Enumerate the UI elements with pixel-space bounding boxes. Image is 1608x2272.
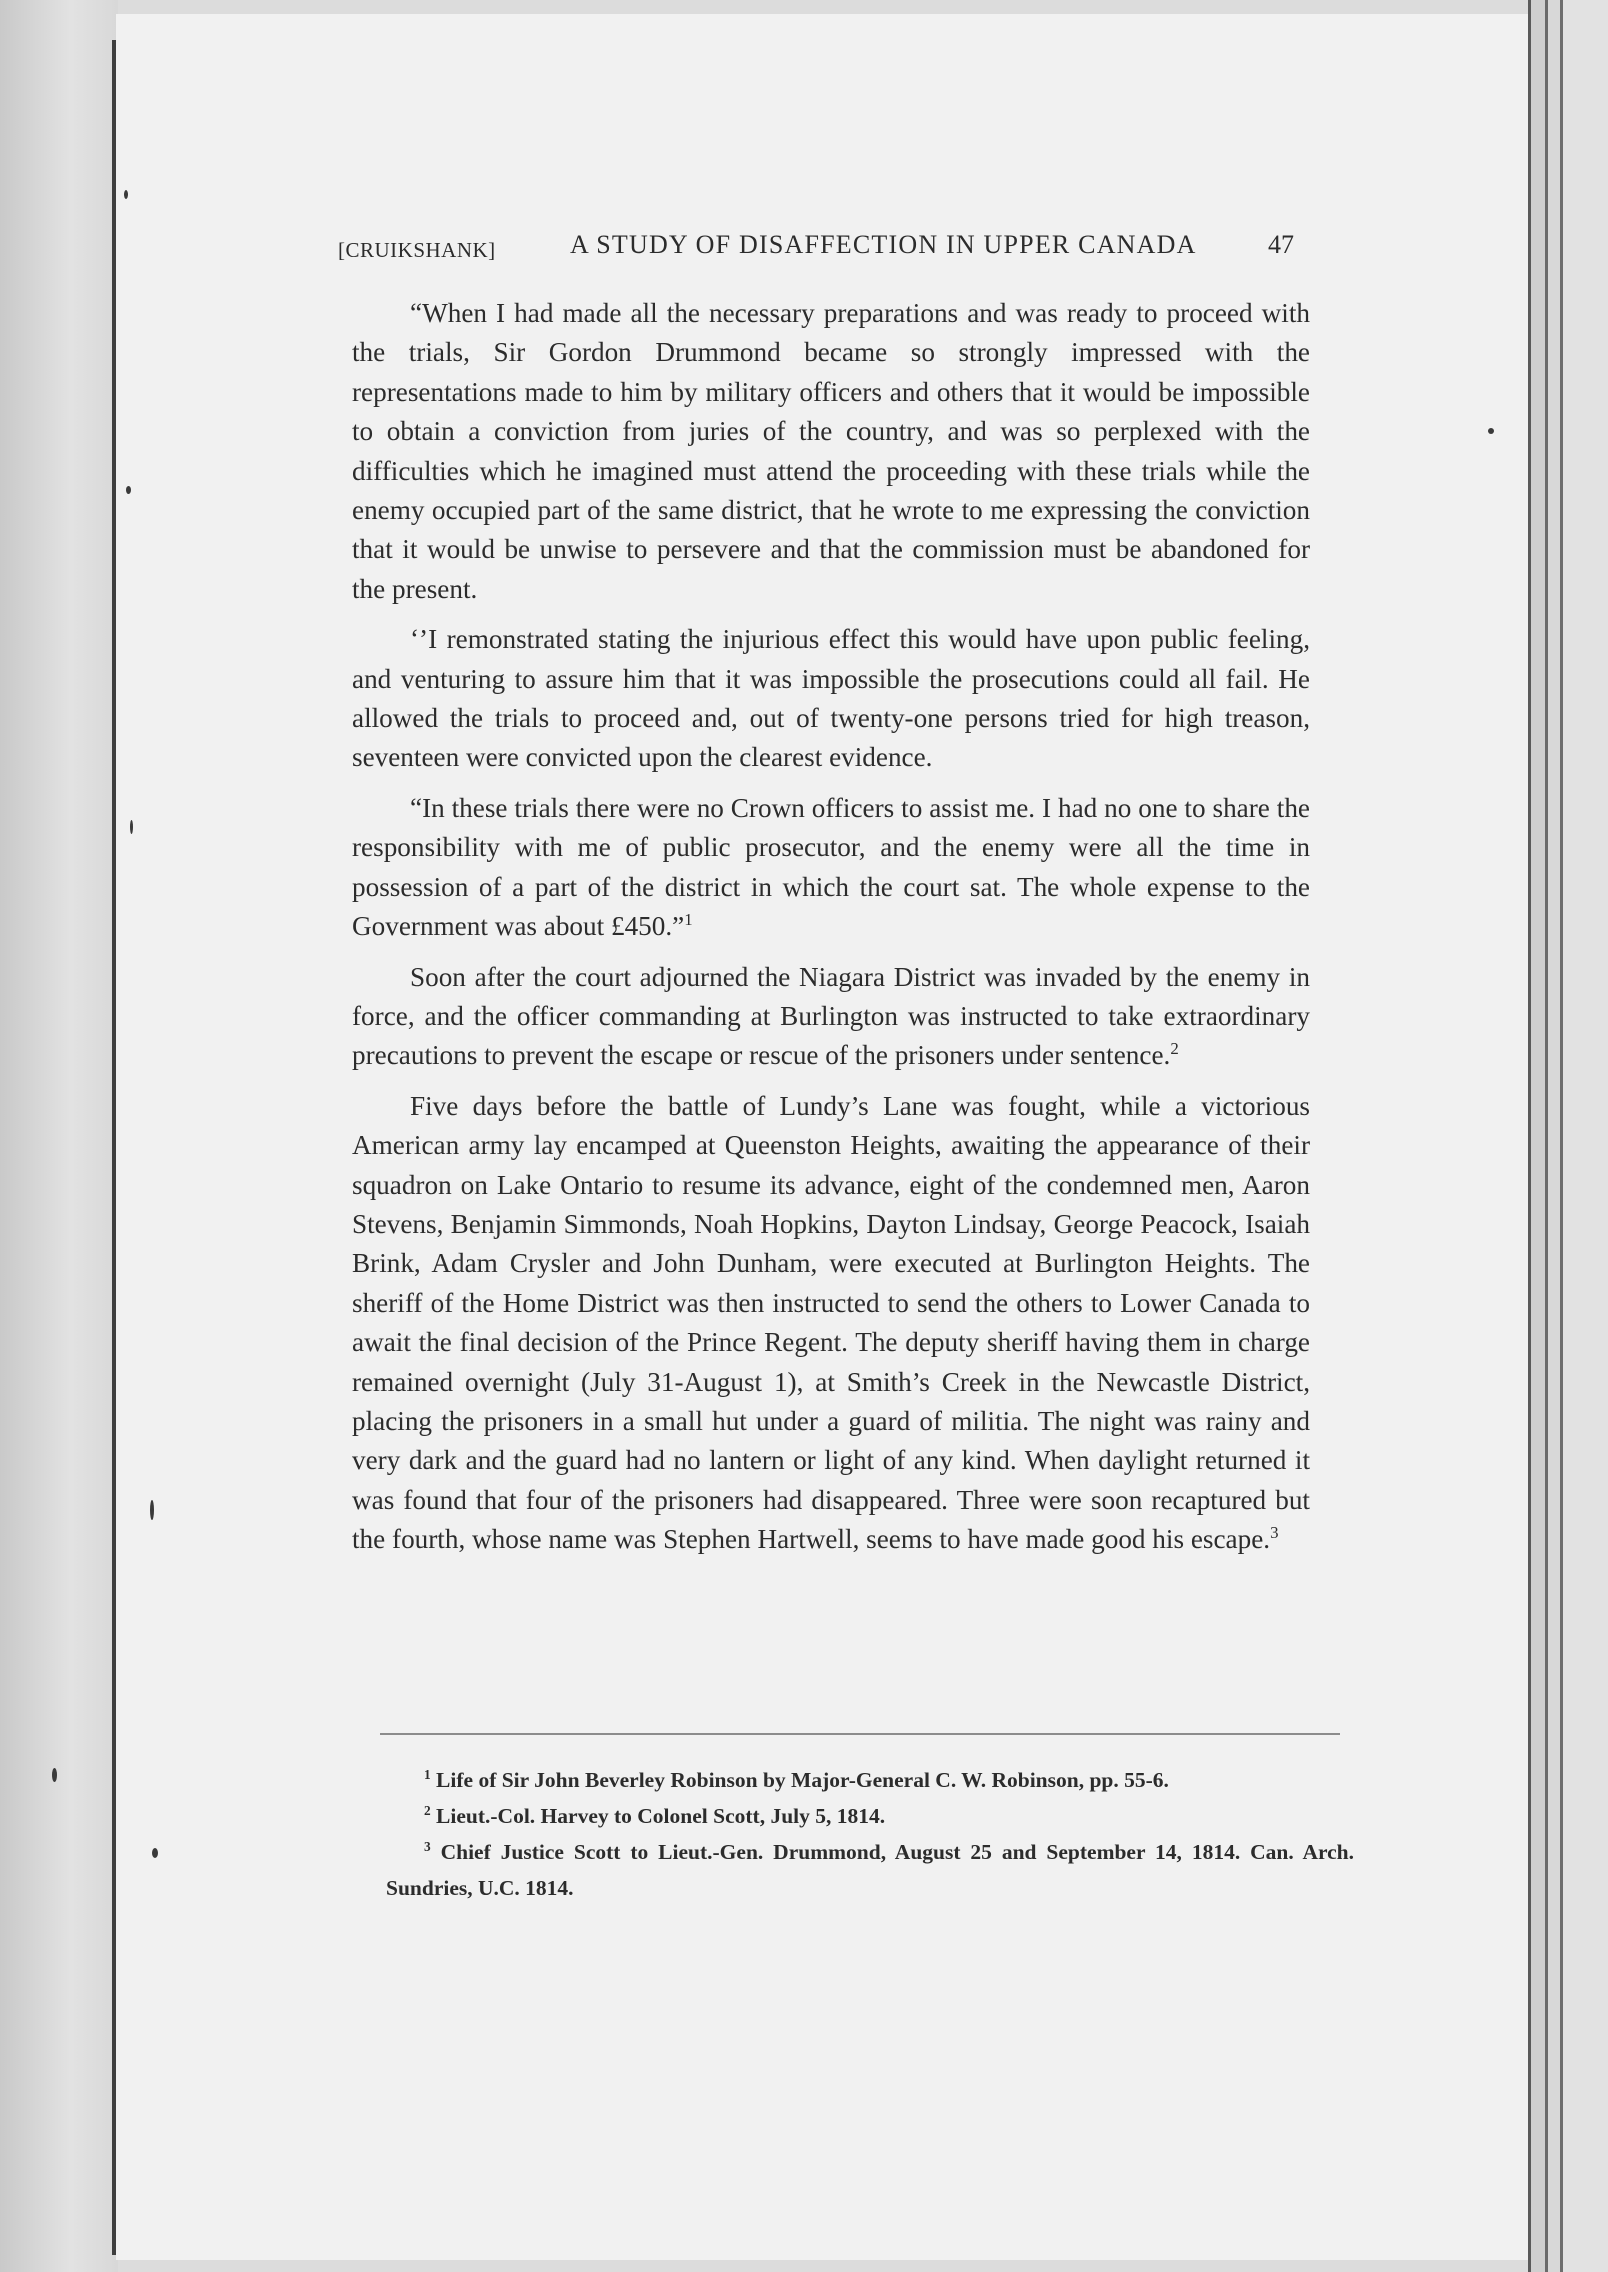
page-edge-stack — [1531, 0, 1545, 2272]
running-title: A STUDY OF DISAFFECTION IN UPPER CANADA — [570, 230, 1197, 259]
footnotes — [386, 1762, 1354, 1906]
paragraph-text: “In these trials there were no Crown officers to assist me. I had no one to share the responsibility with me of public prosecutor, and the enemy were all the time in possession of a part of the district in which the court sat. The whole expense to the Government was about £450.” — [352, 792, 1310, 942]
footnote-text: Lieut.-Col. Harvey to Colonel Scott, July 5, 1814. — [436, 1804, 886, 1828]
footnote-text: Chief Justice Scott to Lieut.-Gen. Drummond, August 25 and September 14, 1814. Can. Arch. Sundries, U.C. 1814. — [386, 1840, 1355, 1900]
footnote-ref: 1 — [684, 910, 693, 930]
running-head — [338, 226, 1298, 266]
footnote-marker: 1 — [424, 1766, 431, 1782]
ink-speck — [124, 190, 128, 199]
ink-speck — [152, 1848, 158, 1858]
footnote-marker: 2 — [424, 1802, 431, 1818]
paragraph — [352, 958, 1310, 1076]
ink-speck — [126, 486, 131, 494]
book-gutter — [0, 0, 118, 2272]
body-text — [352, 294, 1310, 1571]
footnote-marker: 3 — [424, 1838, 431, 1854]
footnote-ref: 3 — [1270, 1523, 1279, 1543]
footnote-ref: 2 — [1170, 1039, 1179, 1059]
paragraph-text: Soon after the court adjourned the Niagara District was invaded by the enemy in force, and the officer commanding at Burlington was instructed to take extraordinary precautions to prevent the escape or rescue of the prisoners under sentence. — [352, 961, 1310, 1071]
ink-speck — [130, 820, 133, 834]
footnote-divider — [380, 1733, 1340, 1735]
page-number: 47 — [1268, 230, 1294, 259]
footnote — [386, 1834, 1354, 1906]
ink-speck — [52, 1768, 57, 1782]
paragraph — [352, 294, 1310, 609]
ink-speck — [150, 1500, 154, 1520]
paragraph-text: Five days before the battle of Lundy’s Lane was fought, while a victorious American army lay encamped at Queenston Heights, awaiting the appearance of their squadron on Lake Ontario to resume its advance, eight of the condemned men, Aaron Stevens, Benjamin Simmonds, Noah Hopkins, Dayton Lindsay, George Peacock, Isaiah Brink, Adam Crysler and John Dunham, were executed at Burlington Heights. The sheriff of the Home District was then instructed to send the others to Lower Canada to await the final decision of the Prince Regent. The deputy sheriff having them in charge remained overnight (July 31-August 1), at Smith’s Creek in the Newcastle District, placing the prisoners in a small hut under a guard of militia. The night was rainy and very dark and the guard had no lantern or light of any kind. When daylight returned it was found that four of the prisoners had disappeared. Three were soon recaptured but the fourth, whose name was Stephen Hartwell, seems to have made good his escape. — [352, 1090, 1310, 1555]
footnote-text: Life of Sir John Beverley Robinson by Major-General C. W. Robinson, pp. 55-6. — [436, 1768, 1169, 1792]
footnote — [386, 1798, 1354, 1834]
paragraph — [352, 1087, 1310, 1560]
paragraph-text: ‘’I remonstrated stating the injurious effect this would have upon public feeling, and venturing to assure him that it was impossible the prosecutions could all fail. He allowed the trials to proceed and, out of twenty-one persons tried for high treason, seventeen were convicted upon the clearest evidence. — [352, 624, 1310, 773]
paragraph-text: “When I had made all the necessary preparations and was ready to proceed with the trials, Sir Gordon Drummond became so strongly impressed with the representations made to him by military officers and others that it would be impossible to obtain a conviction from juries of the country, and was so perplexed with the difficulties which he imagined must attend the proceeding with these trials while the enemy occupied part of the same district, that he wrote to me expressing the conviction that it would be unwise to persevere and that the commission must be abandoned for the present. — [352, 298, 1310, 604]
page-edge-stack — [1548, 0, 1560, 2272]
footnote — [386, 1762, 1354, 1798]
paragraph — [352, 620, 1310, 778]
page-edge-stack — [1563, 0, 1608, 2272]
ink-speck — [1488, 428, 1494, 434]
paragraph — [352, 789, 1310, 947]
author-tag: [CRUIKSHANK] — [338, 238, 496, 262]
